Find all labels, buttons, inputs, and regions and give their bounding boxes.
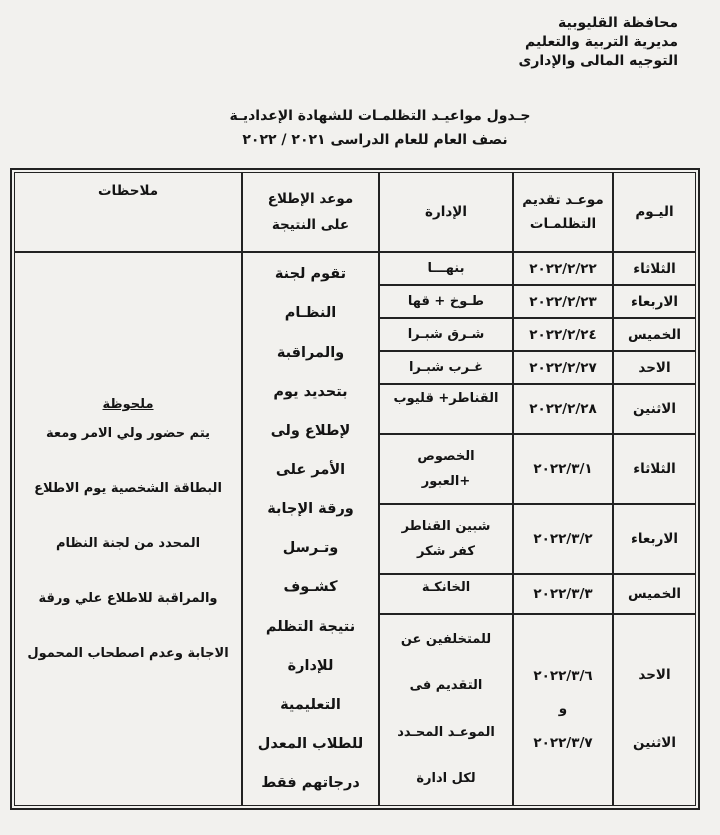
- admin-line: الخصوص: [417, 449, 475, 464]
- result-line: للإدارة: [287, 657, 334, 674]
- result-line: لإطلاع ولى: [270, 422, 351, 439]
- admin-cell: الخانكـة: [379, 574, 513, 614]
- result-line: نتيجة التظلم: [265, 618, 356, 635]
- header-result: [242, 172, 379, 252]
- date-cell: ٢٠٢٢/٣/١: [513, 434, 613, 504]
- date-line: ٢٠٢٢/٣/٦: [533, 667, 593, 684]
- admin-cell: طـوخ + قها: [379, 285, 513, 318]
- table-header-row: [14, 172, 696, 252]
- date-cell: ٢٠٢٢/٢/٢٨: [513, 384, 613, 434]
- admin-line: +العبور: [421, 474, 471, 489]
- day-cell: الاربعاء: [613, 285, 696, 318]
- result-line: درجاتهم فقط: [261, 775, 360, 792]
- day-cell: الخميس: [613, 574, 696, 614]
- date-line: ٢٠٢٢/٣/٧: [533, 734, 593, 751]
- admin-line: لكل ادارة: [416, 771, 476, 787]
- notes-title: ملحوظة: [102, 397, 154, 412]
- admin-cell: [379, 614, 513, 806]
- issuer-header: [518, 14, 678, 71]
- day-line: الاحد: [638, 667, 671, 684]
- day-cell: الثلاثاء: [613, 252, 696, 285]
- result-line: النظـام: [284, 305, 337, 322]
- admin-line: كفر شكر: [417, 544, 475, 559]
- header-notes: ملاحظات: [14, 172, 242, 252]
- directorate-name: مديرية التربية والتعليم: [525, 34, 678, 50]
- header-day: اليـوم: [613, 172, 696, 252]
- day-cell: الخميس: [613, 318, 696, 351]
- result-line: وتـرسل: [282, 540, 339, 557]
- header-admin: الإدارة: [379, 172, 513, 252]
- admin-line: للمتخلفين عن: [400, 631, 492, 647]
- admin-line: شبين القناطر: [401, 519, 491, 534]
- date-cell: [513, 614, 613, 806]
- notes-line: الاجابة وعدم اصطحاب المحمول: [27, 646, 229, 661]
- department-name: التوجيه المالى والإدارى: [518, 53, 678, 69]
- table-row: [14, 252, 696, 285]
- notes-line: والمراقبة للاطلاع علي ورقة: [38, 591, 218, 606]
- header-date: [513, 172, 613, 252]
- admin-cell: [379, 434, 513, 504]
- result-line: تقوم لجنة: [274, 266, 347, 283]
- notes-line: البطاقة الشخصية يوم الاطلاع: [34, 481, 222, 496]
- header-result-line1: موعد الإطلاع: [267, 191, 354, 207]
- result-line: والمراقبة: [276, 344, 345, 361]
- admin-cell: القناطر+ قليوب: [379, 384, 513, 434]
- header-date-line2: التظلمـات: [529, 216, 597, 232]
- admin-line: التقديم فى: [409, 678, 483, 694]
- day-cell: الثلاثاء: [613, 434, 696, 504]
- date-cell: ٢٠٢٢/٢/٢٢: [513, 252, 613, 285]
- result-line: التعليمية: [280, 696, 341, 713]
- header-result-line2: على النتيجة: [271, 217, 350, 233]
- date-line: و: [558, 701, 568, 718]
- day-cell: [613, 614, 696, 806]
- schedule-table: [10, 168, 700, 810]
- date-cell: ٢٠٢٢/٢/٢٧: [513, 351, 613, 384]
- header-date-line1: موعـد تقديم: [522, 192, 604, 208]
- date-cell: ٢٠٢٢/٣/٣: [513, 574, 613, 614]
- result-cell: [242, 252, 379, 806]
- date-cell: ٢٠٢٢/٢/٢٣: [513, 285, 613, 318]
- admin-cell: [379, 504, 513, 574]
- result-line: ورقة الإجابة: [267, 501, 354, 518]
- admin-cell: شـرق شبـرا: [379, 318, 513, 351]
- result-line: للطلاب المعدل: [257, 735, 364, 752]
- result-line: كشـوف: [283, 579, 338, 596]
- title-line2: نصف العام للعام الدراسى ٢٠٢١ / ٢٠٢٢: [242, 132, 508, 148]
- day-cell: الاثنين: [613, 384, 696, 434]
- document-title: [0, 104, 720, 152]
- title-line1: جـدول مواعيـد التظلمـات للشهادة الإعداديـة: [229, 108, 531, 124]
- day-cell: الاحد: [613, 351, 696, 384]
- day-line: الاثنين: [633, 735, 676, 751]
- notes-line: يتم حضور ولي الامر ومعة: [45, 426, 211, 441]
- notes-cell: [14, 252, 242, 806]
- governorate-name: محافظة القليوبية: [558, 15, 678, 31]
- date-cell: ٢٠٢٢/٢/٢٤: [513, 318, 613, 351]
- notes-line: المحدد من لجنة النظام: [55, 536, 201, 551]
- result-line: بتحديد يوم: [273, 383, 348, 400]
- admin-cell: غـرب شبـرا: [379, 351, 513, 384]
- admin-line: الموعـد المحـدد: [397, 724, 495, 740]
- result-line: الأمر على: [275, 461, 346, 478]
- admin-cell: بنهـــا: [379, 252, 513, 285]
- day-cell: الاربعاء: [613, 504, 696, 574]
- date-cell: ٢٠٢٢/٣/٢: [513, 504, 613, 574]
